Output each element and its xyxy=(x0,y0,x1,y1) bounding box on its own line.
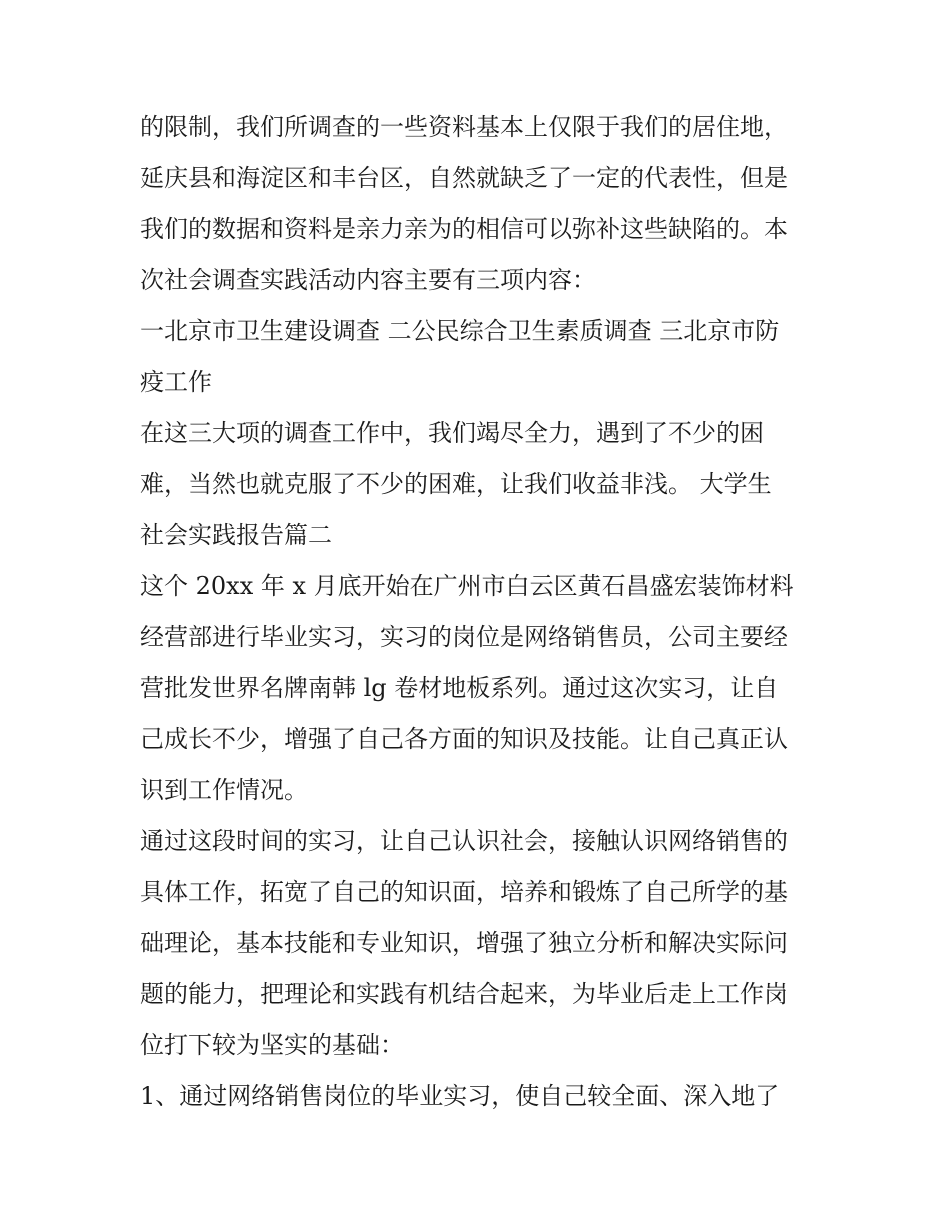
text-line: 社会实践报告篇二 xyxy=(140,521,332,549)
text-line: 在这三大项的调查工作中，我们竭尽全力，遇到了不少的困 xyxy=(140,419,764,447)
text-line: 1、通过网络销售岗位的毕业实习，使自己较全面、深入地了 xyxy=(140,1082,780,1110)
body-text xyxy=(140,102,830,1122)
text-line: 通过这段时间的实习，让自己认识社会，接触认识网络销售的 xyxy=(140,827,788,855)
text-line: 础理论，基本技能和专业知识，增强了独立分析和解决实际问 xyxy=(140,929,788,957)
text-line: 位打下较为坚实的基础： xyxy=(140,1031,404,1059)
text-line: 的限制，我们所调查的一些资料基本上仅限于我们的居住地， xyxy=(140,113,788,141)
text-line: 我们的数据和资料是亲力亲为的相信可以弥补这些缺陷的。本 xyxy=(140,215,788,243)
text-line: 一北京市卫生建设调查 二公民综合卫生素质调查 三北京市防 xyxy=(140,317,780,345)
text-line: 经营部进行毕业实习，实习的岗位是网络销售员，公司主要经 xyxy=(140,623,788,651)
text-line: 次社会调查实践活动内容主要有三项内容： xyxy=(140,266,596,294)
text-line: 具体工作，拓宽了自己的知识面，培养和锻炼了自己所学的基 xyxy=(140,878,788,906)
text-line: 题的能力，把理论和实践有机结合起来，为毕业后走上工作岗 xyxy=(140,980,788,1008)
text-line: 营批发世界名牌南韩 lg 卷材地板系列。通过这次实习，让自 xyxy=(140,674,779,702)
text-line: 疫工作 xyxy=(140,368,212,396)
text-line: 识到工作情况。 xyxy=(140,776,308,804)
text-line: 己成长不少，增强了自己各方面的知识及技能。让自己真正认 xyxy=(140,725,788,753)
text-line: 这个 20xx 年 x 月底开始在广州市白云区黄石昌盛宏装饰材料 xyxy=(140,572,794,600)
text-line: 延庆县和海淀区和丰台区，自然就缺乏了一定的代表性，但是 xyxy=(140,164,788,192)
text-line: 难，当然也就克服了不少的困难，让我们收益非浅。 大学生 xyxy=(140,470,772,498)
